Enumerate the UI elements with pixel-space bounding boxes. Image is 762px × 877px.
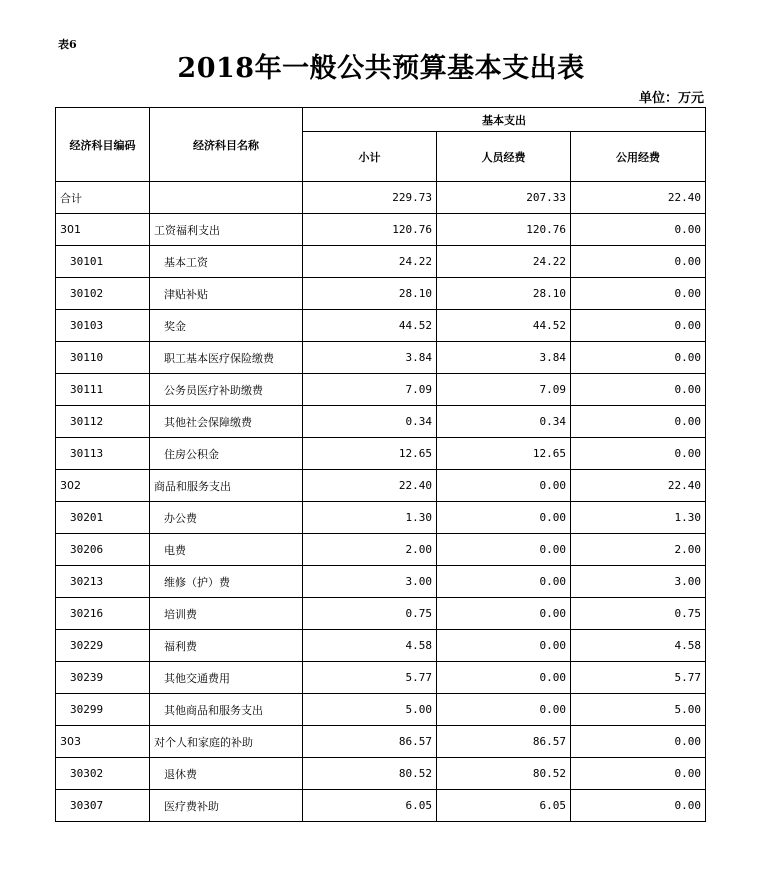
row-personnel: 0.00 xyxy=(437,534,571,566)
table-row xyxy=(56,182,706,214)
row-personnel: 24.22 xyxy=(437,246,571,278)
row-code: 30206 xyxy=(56,534,150,566)
table-row xyxy=(56,342,706,374)
row-subtotal: 44.52 xyxy=(303,310,437,342)
row-name: 工资福利支出 xyxy=(150,214,303,246)
row-name: 其他交通费用 xyxy=(150,662,303,694)
page-title: 2018年一般公共预算基本支出表 xyxy=(177,53,585,84)
row-subtotal: 4.58 xyxy=(303,630,437,662)
row-name: 其他商品和服务支出 xyxy=(150,694,303,726)
row-name: 津贴补贴 xyxy=(150,278,303,310)
row-name: 维修（护）费 xyxy=(150,566,303,598)
unit-label: 单位：万元 xyxy=(638,91,704,106)
row-personnel: 0.00 xyxy=(437,630,571,662)
row-code: 30102 xyxy=(56,278,150,310)
row-personnel: 3.84 xyxy=(437,342,571,374)
row-code: 301 xyxy=(56,214,150,246)
table-row xyxy=(56,694,706,726)
row-name: 培训费 xyxy=(150,598,303,630)
row-subtotal: 86.57 xyxy=(303,726,437,758)
row-code: 30216 xyxy=(56,598,150,630)
table-row xyxy=(56,630,706,662)
row-personnel: 207.33 xyxy=(437,182,571,214)
row-subtotal: 2.00 xyxy=(303,534,437,566)
row-code: 30201 xyxy=(56,502,150,534)
table-number: 表6 xyxy=(58,38,77,51)
row-public: 0.00 xyxy=(571,406,706,438)
row-code: 303 xyxy=(56,726,150,758)
table-row xyxy=(56,246,706,278)
header-subtotal: 小计 xyxy=(303,132,437,182)
row-subtotal: 28.10 xyxy=(303,278,437,310)
row-public: 0.00 xyxy=(571,438,706,470)
row-public: 22.40 xyxy=(571,470,706,502)
row-public: 0.00 xyxy=(571,278,706,310)
header-personnel: 人员经费 xyxy=(437,132,571,182)
header-basic-expenditure: 基本支出 xyxy=(303,108,706,132)
table-row xyxy=(56,534,706,566)
row-name: 奖金 xyxy=(150,310,303,342)
row-personnel: 28.10 xyxy=(437,278,571,310)
row-public: 0.00 xyxy=(571,214,706,246)
table-row xyxy=(56,374,706,406)
row-personnel: 0.00 xyxy=(437,694,571,726)
row-code: 30113 xyxy=(56,438,150,470)
row-subtotal: 3.84 xyxy=(303,342,437,374)
row-public: 0.00 xyxy=(571,790,706,822)
row-public: 0.75 xyxy=(571,598,706,630)
row-personnel: 6.05 xyxy=(437,790,571,822)
row-subtotal: 24.22 xyxy=(303,246,437,278)
row-code: 30239 xyxy=(56,662,150,694)
row-subtotal: 5.77 xyxy=(303,662,437,694)
row-name: 住房公积金 xyxy=(150,438,303,470)
row-subtotal: 3.00 xyxy=(303,566,437,598)
row-subtotal: 7.09 xyxy=(303,374,437,406)
row-public: 0.00 xyxy=(571,310,706,342)
row-public: 4.58 xyxy=(571,630,706,662)
row-personnel: 44.52 xyxy=(437,310,571,342)
row-personnel: 0.00 xyxy=(437,662,571,694)
table-row xyxy=(56,310,706,342)
row-code: 30307 xyxy=(56,790,150,822)
row-personnel: 0.34 xyxy=(437,406,571,438)
row-subtotal: 6.05 xyxy=(303,790,437,822)
row-personnel: 120.76 xyxy=(437,214,571,246)
row-name: 对个人和家庭的补助 xyxy=(150,726,303,758)
row-name: 公务员医疗补助缴费 xyxy=(150,374,303,406)
row-personnel: 0.00 xyxy=(437,470,571,502)
row-name: 福利费 xyxy=(150,630,303,662)
row-public: 2.00 xyxy=(571,534,706,566)
row-public: 0.00 xyxy=(571,246,706,278)
row-code: 30111 xyxy=(56,374,150,406)
row-code: 30302 xyxy=(56,758,150,790)
expenditure-table xyxy=(55,107,706,822)
row-name: 退休费 xyxy=(150,758,303,790)
table-row xyxy=(56,406,706,438)
row-personnel: 7.09 xyxy=(437,374,571,406)
row-public: 0.00 xyxy=(571,758,706,790)
header-name: 经济科目名称 xyxy=(150,108,303,182)
row-subtotal: 80.52 xyxy=(303,758,437,790)
row-subtotal: 22.40 xyxy=(303,470,437,502)
row-name: 电费 xyxy=(150,534,303,566)
row-subtotal: 12.65 xyxy=(303,438,437,470)
row-code: 30229 xyxy=(56,630,150,662)
row-code: 30112 xyxy=(56,406,150,438)
header-code: 经济科目编码 xyxy=(56,108,150,182)
row-name xyxy=(150,182,303,214)
table-row xyxy=(56,662,706,694)
row-name: 办公费 xyxy=(150,502,303,534)
row-subtotal: 0.75 xyxy=(303,598,437,630)
row-subtotal: 0.34 xyxy=(303,406,437,438)
table-row xyxy=(56,278,706,310)
table-row xyxy=(56,726,706,758)
header-row-1 xyxy=(56,108,706,132)
table-row xyxy=(56,758,706,790)
row-name: 基本工资 xyxy=(150,246,303,278)
row-public: 5.77 xyxy=(571,662,706,694)
row-subtotal: 229.73 xyxy=(303,182,437,214)
row-personnel: 0.00 xyxy=(437,598,571,630)
table-body xyxy=(56,182,706,822)
row-public: 22.40 xyxy=(571,182,706,214)
row-code: 30101 xyxy=(56,246,150,278)
table-row xyxy=(56,790,706,822)
table-row xyxy=(56,598,706,630)
row-personnel: 80.52 xyxy=(437,758,571,790)
row-personnel: 0.00 xyxy=(437,566,571,598)
row-code: 30299 xyxy=(56,694,150,726)
row-subtotal: 120.76 xyxy=(303,214,437,246)
row-code: 合计 xyxy=(56,182,150,214)
table-row xyxy=(56,502,706,534)
row-subtotal: 5.00 xyxy=(303,694,437,726)
row-code: 302 xyxy=(56,470,150,502)
row-personnel: 0.00 xyxy=(437,502,571,534)
header-public: 公用经费 xyxy=(571,132,706,182)
row-public: 0.00 xyxy=(571,342,706,374)
row-public: 1.30 xyxy=(571,502,706,534)
row-personnel: 12.65 xyxy=(437,438,571,470)
row-code: 30213 xyxy=(56,566,150,598)
table-row xyxy=(56,214,706,246)
row-code: 30110 xyxy=(56,342,150,374)
row-name: 职工基本医疗保险缴费 xyxy=(150,342,303,374)
table-row xyxy=(56,566,706,598)
row-public: 3.00 xyxy=(571,566,706,598)
row-code: 30103 xyxy=(56,310,150,342)
table-row xyxy=(56,470,706,502)
row-public: 0.00 xyxy=(571,726,706,758)
row-public: 0.00 xyxy=(571,374,706,406)
row-name: 商品和服务支出 xyxy=(150,470,303,502)
row-personnel: 86.57 xyxy=(437,726,571,758)
row-public: 5.00 xyxy=(571,694,706,726)
row-subtotal: 1.30 xyxy=(303,502,437,534)
row-name: 医疗费补助 xyxy=(150,790,303,822)
row-name: 其他社会保障缴费 xyxy=(150,406,303,438)
table-row xyxy=(56,438,706,470)
